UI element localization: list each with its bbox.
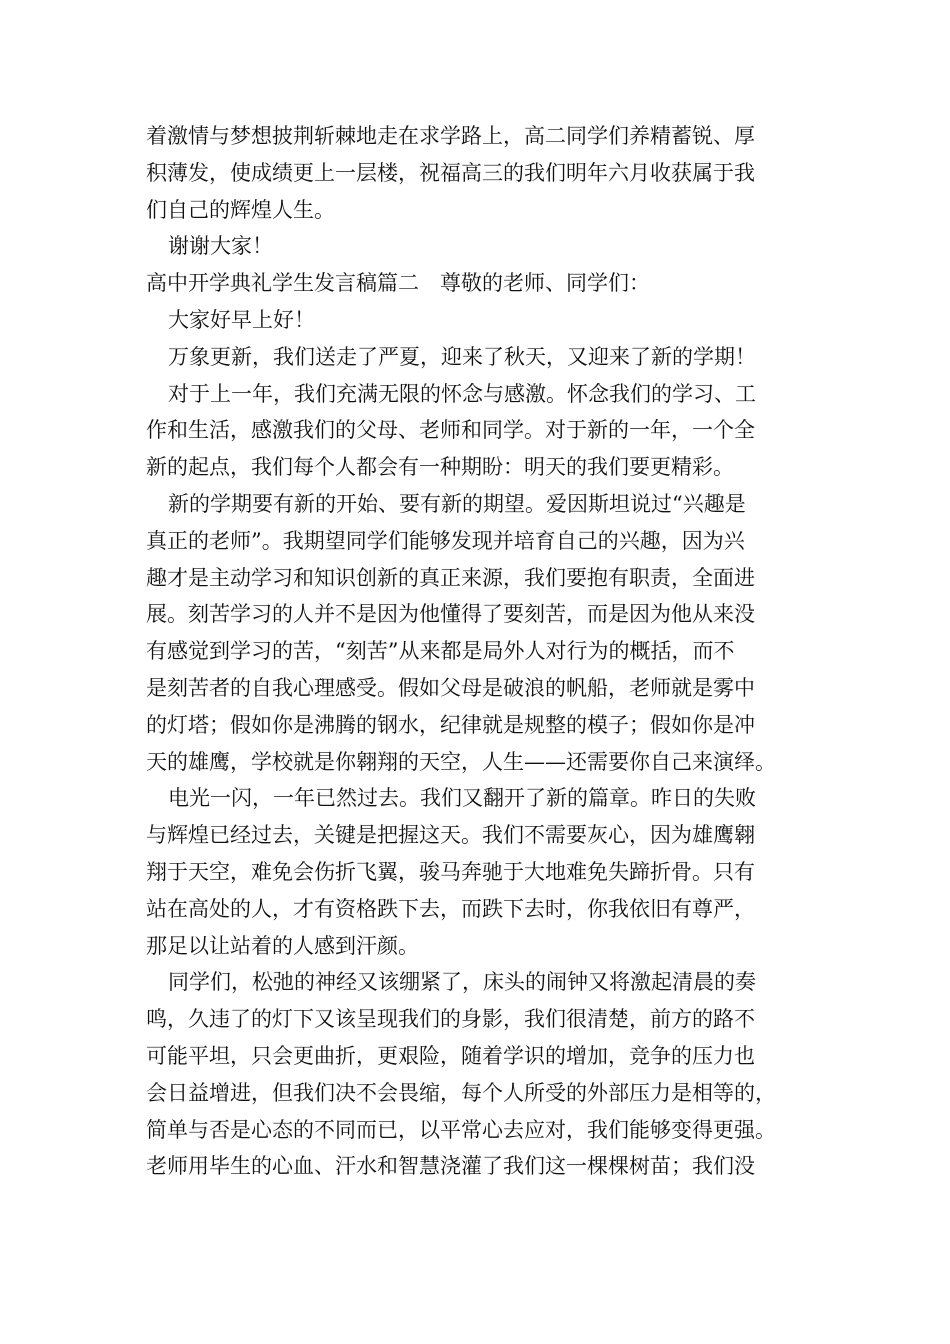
text-line: 老师用毕生的心血、汗水和智慧浇灌了我们这一棵棵树苗；我们没 <box>146 1154 755 1179</box>
text-line: 作和生活，感激我们的父母、老师和同学。对于新的一年，一个全 <box>146 418 755 443</box>
text-line: 同学们，松弛的神经又该绷紧了，床头的闹钟又将激起清晨的奏 <box>168 970 756 995</box>
text-line: 天的雄鹰，学校就是你翱翔的天空，人生——还需要你自己来演绎。 <box>146 749 776 774</box>
text-line: 电光一闪，一年已然过去。我们又翻开了新的篇章。昨日的失败 <box>168 786 756 811</box>
document-body <box>146 118 826 1185</box>
text-line: 大家好早上好！ <box>168 307 315 332</box>
text-line: 们自己的辉煌人生。 <box>146 197 335 222</box>
text-line: 高中开学典礼学生发言稿篇二 尊敬的老师、同学们： <box>146 271 650 296</box>
text-line: 趣才是主动学习和知识创新的真正来源，我们要抱有职责，全面进 <box>146 565 755 590</box>
text-line: 展。刻苦学习的人并不是因为他懂得了要刻苦，而是因为他从来没 <box>146 602 755 627</box>
text-line: 会日益增进，但我们决不会畏缩，每个人所受的外部压力是相等的， <box>146 1080 776 1105</box>
text-line: 真正的老师”。我期望同学们能够发现并培育自己的兴趣，因为兴 <box>146 528 745 553</box>
text-line: 翔于天空，难免会伤折飞翼，骏马奔驰于大地难免失蹄折骨。只有 <box>146 859 755 884</box>
text-line: 的灯塔；假如你是沸腾的钢水，纪律就是规整的模子；假如你是冲 <box>146 712 755 737</box>
text-line: 可能平坦，只会更曲折，更艰险，随着学识的增加，竞争的压力也 <box>146 1043 755 1068</box>
text-line: 对于上一年，我们充满无限的怀念与感激。怀念我们的学习、工 <box>168 381 756 406</box>
text-line: 鸣，久违了的灯下又该呈现我们的身影，我们很清楚，前方的路不 <box>146 1007 755 1032</box>
text-line: 是刻苦者的自我心理感受。假如父母是破浪的帆船，老师就是雾中 <box>146 675 755 700</box>
text-line: 谢谢大家！ <box>168 234 273 259</box>
text-line: 积薄发，使成绩更上一层楼，祝福高三的我们明年六月收获属于我 <box>146 160 755 185</box>
text-line: 站在高处的人，才有资格跌下去，而跌下去时，你我依旧有尊严， <box>146 896 755 921</box>
text-line: 那足以让站着的人感到汗颜。 <box>146 933 419 958</box>
text-line: 有感觉到学习的苦，“刻苦”从来都是局外人对行为的概括，而不 <box>146 639 735 664</box>
text-line: 万象更新，我们送走了严夏，迎来了秋天，又迎来了新的学期！ <box>168 344 756 369</box>
text-line: 与辉煌已经过去，关键是把握这天。我们不需要灰心，因为雄鹰翱 <box>146 823 755 848</box>
text-line: 新的起点，我们每个人都会有一种期盼：明天的我们要更精彩。 <box>146 455 734 480</box>
text-line: 新的学期要有新的开始、要有新的期望。爱因斯坦说过“兴趣是 <box>168 491 746 516</box>
text-line: 简单与否是心态的不同而已，以平常心去应对，我们能够变得更强。 <box>146 1117 776 1142</box>
text-line: 着激情与梦想披荆斩棘地走在求学路上，高二同学们养精蓄锐、厚 <box>146 124 755 148</box>
